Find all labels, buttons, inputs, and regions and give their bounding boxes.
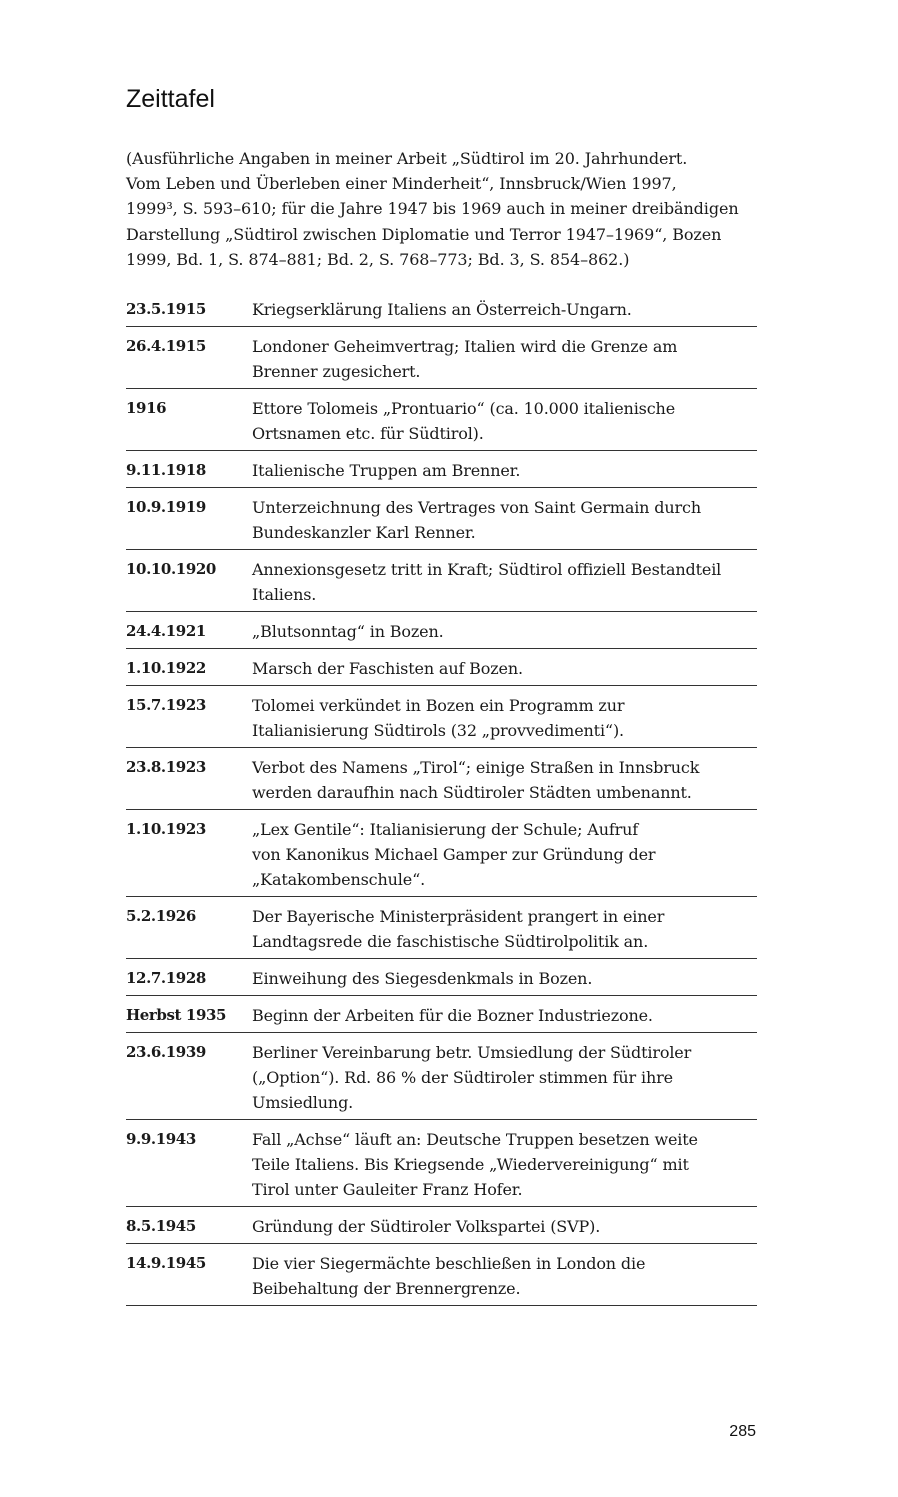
timeline-date: 1916 — [126, 399, 167, 417]
timeline-event: Beginn der Arbeiten für die Bozner Industriezone. — [252, 1006, 653, 1025]
timeline-event: Einweihung des Siegesdenkmals in Bozen. — [252, 969, 593, 988]
timeline-row — [126, 494, 757, 550]
timeline-row — [126, 556, 757, 612]
timeline-event: Londoner Geheimvertrag; Italien wird die Grenze am Brenner zugesichert. — [252, 337, 678, 381]
timeline-date: 23.6.1939 — [126, 1043, 206, 1061]
intro-paragraph: (Ausführliche Angaben in meiner Arbeit „Südtirol im 20. Jahrhundert. Vom Leben und Überleben einer Minderheit“, Innsbruck/Wien 1997, 1999³, S. 593–610; für die Jahre 1947 bis 1969 auch in meiner dreibändigen Darstellung „Südtirol zwischen Diplomatie und Terror 1947–1969“, Bozen 1999, Bd. 1, S. 874–881; Bd. 2, S. 768–773; Bd. 3, S. 854–862.) — [126, 149, 739, 269]
timeline-event: Marsch der Faschisten auf Bozen. — [252, 659, 523, 678]
timeline-row — [126, 618, 757, 649]
timeline-date: 1.10.1923 — [126, 820, 206, 838]
timeline-row — [126, 1039, 757, 1120]
timeline-row — [126, 333, 757, 389]
timeline-date: 24.4.1921 — [126, 622, 206, 640]
timeline-row — [126, 754, 757, 810]
timeline-event: Italienische Truppen am Brenner. — [252, 461, 521, 480]
timeline-row — [126, 816, 757, 897]
timeline-row — [126, 903, 757, 959]
page-title: Zeittafel — [126, 85, 215, 113]
timeline-date: 9.11.1918 — [126, 461, 206, 479]
timeline-row — [126, 655, 757, 686]
timeline-row — [126, 296, 757, 327]
timeline-event: Verbot des Namens „Tirol“; einige Straßen in Innsbruck werden daraufhin nach Südtiroler Städten umbenannt. — [252, 758, 700, 802]
timeline-date: 9.9.1943 — [126, 1130, 196, 1148]
timeline-date: Herbst 1935 — [126, 1006, 227, 1024]
timeline-row — [126, 1126, 757, 1207]
timeline-event: Kriegserklärung Italiens an Österreich-Ungarn. — [252, 300, 632, 319]
timeline-event: Annexionsgesetz tritt in Kraft; Südtirol offiziell Bestandteil Italiens. — [252, 560, 722, 604]
timeline-event: Der Bayerische Ministerpräsident prangert in einer Landtagsrede die faschistische Südtirolpolitik an. — [252, 907, 665, 951]
timeline-date: 14.9.1945 — [126, 1254, 206, 1272]
timeline-table — [126, 296, 757, 1312]
timeline-event: „Lex Gentile“: Italianisierung der Schule; Aufruf von Kanonikus Michael Gamper zur Gründung der „Katakombenschule“. — [252, 820, 656, 889]
timeline-date: 1.10.1922 — [126, 659, 206, 677]
timeline-event: Berliner Vereinbarung betr. Umsiedlung der Südtiroler („Option“). Rd. 86 % der Südtiroler stimmen für ihre Umsiedlung. — [252, 1043, 692, 1112]
timeline-event: Ettore Tolomeis „Prontuario“ (ca. 10.000 italienische Ortsnamen etc. für Südtirol). — [252, 399, 676, 443]
timeline-date: 10.9.1919 — [126, 498, 206, 516]
page-number: 285 — [729, 1423, 756, 1440]
timeline-event: „Blutsonntag“ in Bozen. — [252, 622, 444, 641]
timeline-event: Die vier Siegermächte beschließen in London die Beibehaltung der Brennergrenze. — [252, 1254, 646, 1298]
timeline-row — [126, 457, 757, 488]
timeline-row — [126, 395, 757, 451]
timeline-date: 5.2.1926 — [126, 907, 196, 925]
timeline-date: 12.7.1928 — [126, 969, 206, 987]
timeline-date: 8.5.1945 — [126, 1217, 196, 1235]
timeline-event: Unterzeichnung des Vertrages von Saint Germain durch Bundeskanzler Karl Renner. — [252, 498, 701, 542]
timeline-event: Tolomei verkündet in Bozen ein Programm zur Italianisierung Südtirols (32 „provvedimenti“). — [252, 696, 625, 740]
timeline-event: Fall „Achse“ läuft an: Deutsche Truppen besetzen weite Teile Italiens. Bis Kriegsende „Wiedervereinigung“ mit Tirol unter Gauleiter Franz Hofer. — [252, 1130, 698, 1199]
timeline-row — [126, 1213, 757, 1244]
timeline-event: Gründung der Südtiroler Volkspartei (SVP). — [252, 1217, 601, 1236]
timeline-date: 10.10.1920 — [126, 560, 216, 578]
timeline-row — [126, 692, 757, 748]
timeline-date: 23.8.1923 — [126, 758, 206, 776]
timeline-date: 23.5.1915 — [126, 300, 206, 318]
timeline-row — [126, 965, 757, 996]
timeline-row — [126, 1002, 757, 1033]
timeline-date: 26.4.1915 — [126, 337, 206, 355]
timeline-date: 15.7.1923 — [126, 696, 206, 714]
timeline-row — [126, 1250, 757, 1306]
